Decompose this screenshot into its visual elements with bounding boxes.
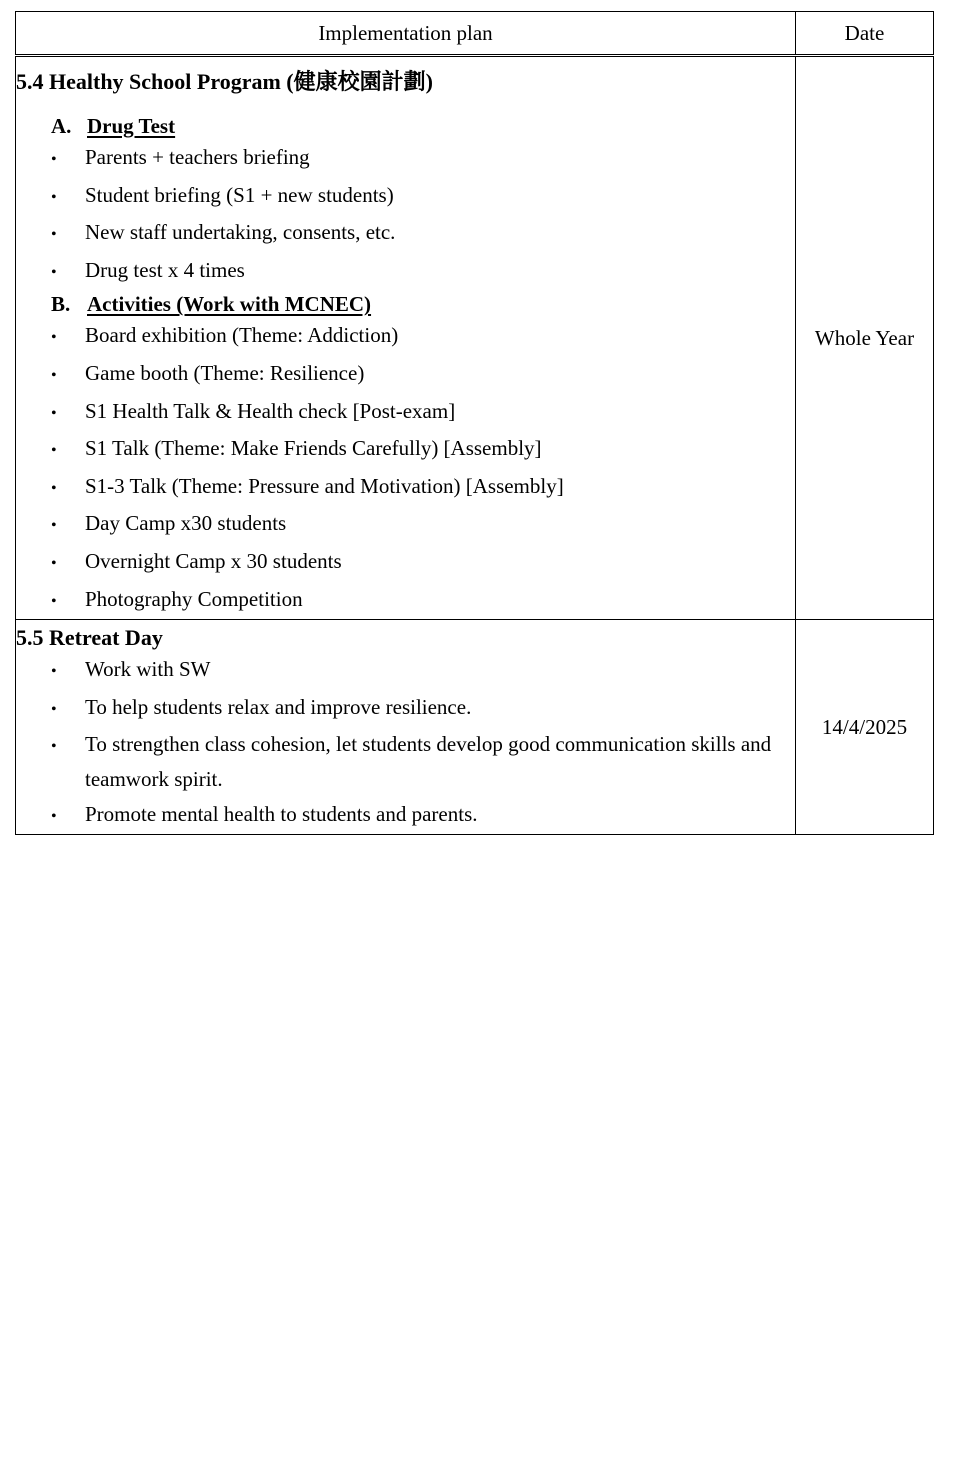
bullet-icon: • <box>51 188 57 206</box>
list-item <box>16 544 795 582</box>
list-item <box>16 582 795 620</box>
list-item <box>16 797 795 835</box>
list-item-text: Work with SW <box>85 657 211 682</box>
activities-list <box>16 318 795 619</box>
list-item-text: Drug test x 4 times <box>85 257 245 282</box>
list-item-text: Board exhibition (Theme: Addiction) <box>85 323 399 348</box>
bullet-icon: • <box>51 151 57 168</box>
list-item <box>16 140 795 178</box>
list-item <box>16 727 795 796</box>
list-item-text: Overnight Camp x 30 students <box>85 548 342 573</box>
list-item <box>16 690 795 728</box>
section-title-healthy-school: 5.4 Healthy School Program (健康校園計劃) <box>16 69 433 94</box>
list-item-text: Student briefing (S1 + new students) <box>85 182 394 207</box>
bullet-icon: • <box>51 738 57 756</box>
plan-cell-retreat-day <box>16 620 796 835</box>
bullet-icon: • <box>51 479 57 497</box>
subheading-activities <box>16 290 795 318</box>
list-item <box>16 652 795 690</box>
list-item <box>16 506 795 544</box>
table-row-healthy-school <box>16 56 934 620</box>
bullet-icon: • <box>51 807 57 825</box>
list-item-text: S1 Health Talk & Health check [Post-exam] <box>85 398 456 423</box>
list-item <box>16 394 795 432</box>
subheading-letter: B. <box>51 292 71 317</box>
bullet-icon: • <box>51 663 57 681</box>
header-implementation-plan: Implementation plan <box>16 12 796 56</box>
bullet-icon: • <box>51 442 57 460</box>
list-item <box>16 318 795 356</box>
list-item-text: New staff undertaking, consents, etc. <box>85 220 396 245</box>
implementation-plan-table <box>15 11 934 835</box>
header-date: Date <box>796 12 934 56</box>
drug-test-list <box>16 140 795 290</box>
bullet-icon: • <box>51 592 57 610</box>
table-header-row <box>16 12 934 56</box>
list-item-text: To help students relax and improve resilience. <box>85 694 472 719</box>
list-item-text: Photography Competition <box>85 586 303 611</box>
bullet-icon: • <box>51 554 57 572</box>
list-item <box>16 215 795 253</box>
bullet-icon: • <box>51 404 57 422</box>
bullet-icon: • <box>51 226 57 244</box>
list-item-text: Day Camp x30 students <box>85 511 287 536</box>
subheading-letter: A. <box>51 114 72 138</box>
table-row-retreat-day <box>16 620 934 835</box>
list-item-text: S1-3 Talk (Theme: Pressure and Motivation) [Assembly] <box>85 473 564 498</box>
subheading-title: Activities (Work with MCNEC) <box>87 292 372 317</box>
subheading-drug-test <box>16 112 795 140</box>
list-item <box>16 431 795 469</box>
retreat-day-list <box>16 652 795 834</box>
bullet-icon: • <box>51 517 57 535</box>
list-item <box>16 356 795 394</box>
list-item-text: To strengthen class cohesion, let students develop good communication skills and teamwork spirit. <box>85 732 772 791</box>
bullet-icon: • <box>51 700 57 718</box>
list-item-text: Promote mental health to students and parents. <box>85 801 478 826</box>
date-cell-whole-year: Whole Year <box>796 56 934 620</box>
section-title-retreat-day: 5.5 Retreat Day <box>16 625 163 651</box>
plan-cell-healthy-school <box>16 56 796 620</box>
list-item <box>16 253 795 291</box>
bullet-icon: • <box>51 263 57 281</box>
list-item-text: Parents + teachers briefing <box>85 145 310 169</box>
list-item-text: Game booth (Theme: Resilience) <box>85 360 365 385</box>
date-cell-retreat-day: 14/4/2025 <box>796 620 934 835</box>
list-item <box>16 178 795 216</box>
subheading-title: Drug Test <box>87 114 176 138</box>
bullet-icon: • <box>51 366 57 384</box>
list-item-text: S1 Talk (Theme: Make Friends Carefully) [Assembly] <box>85 436 542 461</box>
bullet-icon: • <box>51 329 57 347</box>
list-item <box>16 469 795 507</box>
